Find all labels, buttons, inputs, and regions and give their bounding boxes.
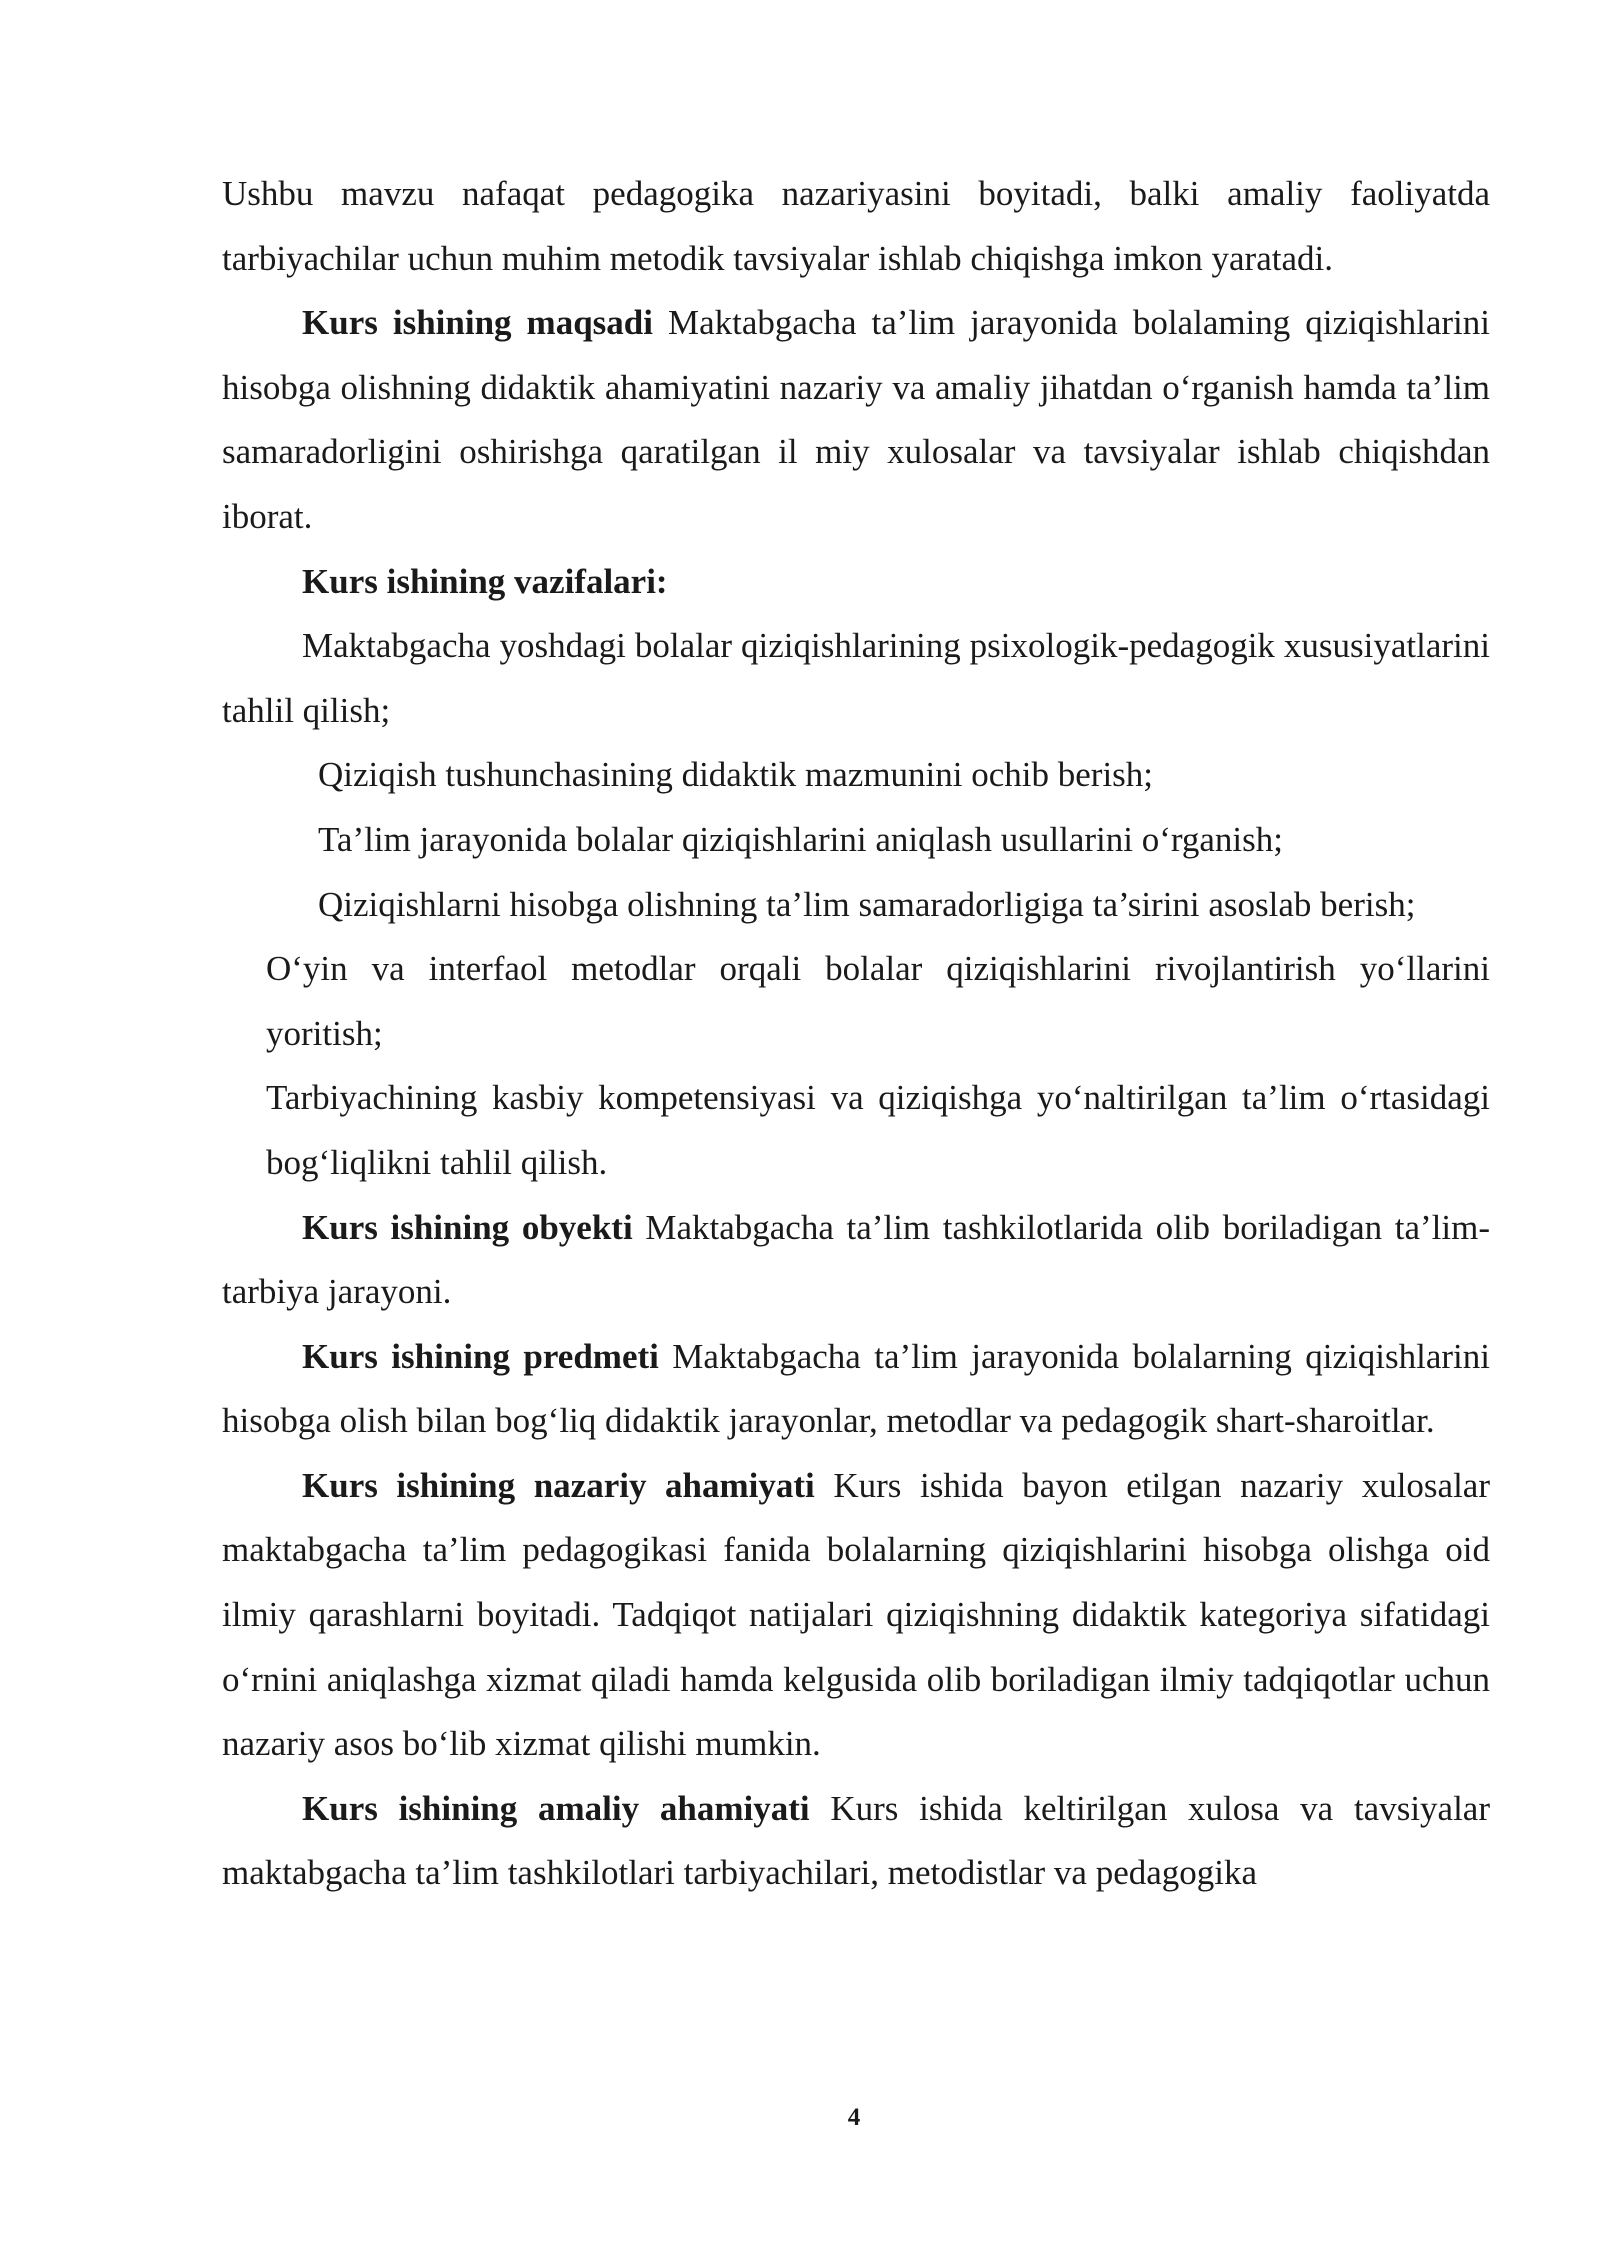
subject-paragraph <box>222 1325 1490 1454</box>
theoretical-significance-text: Kurs ishida bayon etilgan nazariy xulosalar maktabgacha ta’lim pedagogikasi fanida bolalarning qiziqishlarini hisobga olishga oid ilmiy qarashlarni boyitadi. Tadqiqot natijalari qiziqishning didaktik kategoriya sifatidagi o‘rnini aniqlashga xizmat qiladi hamda kelgusida olib boriladigan ilmiy tadqiqotlar uchun nazariy asos bo‘lib xizmat qilishi mumkin. <box>222 1465 1490 1764</box>
theoretical-significance-label: Kurs ishining nazariy ahamiyati <box>302 1465 815 1505</box>
subject-label: Kurs ishining predmeti <box>302 1336 659 1376</box>
object-text: Maktabgacha ta’lim tashkilotlarida olib boriladigan ta’lim-tarbiya jarayoni. <box>222 1207 1490 1312</box>
tasks-heading: Kurs ishining vazifalari: <box>302 561 668 601</box>
task-item-4: Qiziqishlarni hisobga olishning ta’lim samaradorligiga ta’sirini asoslab berish; <box>318 884 1416 924</box>
task-item-1: Maktabgacha yoshdagi bolalar qiziqishlarining psixologik-pedagogik xususiyatlarini tahlil qilish; <box>222 626 1490 730</box>
practical-significance-paragraph <box>222 1777 1490 1906</box>
aim-label: Kurs ishining maqsadi <box>302 303 653 343</box>
aim-paragraph <box>222 291 1490 549</box>
task-item-3: Ta’lim jarayonida bolalar qiziqishlarini aniqlash usullarini o‘rganish; <box>318 819 1283 859</box>
object-label: Kurs ishining obyekti <box>302 1207 633 1247</box>
document-page <box>222 162 1490 1906</box>
practical-significance-text: Kurs ishida keltirilgan xulosa va tavsiyalar maktabgacha ta’lim tashkilotlari tarbiyachilari, metodistlar va pedagogika <box>222 1788 1490 1893</box>
task-item-6: Tarbiyachining kasbiy kompetensiyasi va qiziqishga yo‘naltirilgan ta’lim o‘rtasidagi bog‘liqlikni tahlil qilish. <box>266 1078 1490 1182</box>
task-item-5: O‘yin va interfaol metodlar orqali bolalar qiziqishlarini rivojlantirish yo‘llarini yoritish; <box>266 949 1490 1053</box>
object-paragraph <box>222 1196 1490 1325</box>
aim-text: Maktabgacha ta’lim jarayonida bolalaming qiziqishlarini hisobga olishning didaktik ahamiyatini nazariy va amaliy jihatdan o‘rganish hamda ta’lim samaradorligini oshirishga qaratilgan il miy xulosalar va tavsiyalar ishlab chiqishdan iborat. <box>222 303 1490 536</box>
subject-text: Maktabgacha ta’lim jarayonida bolalarning qiziqishlarini hisobga olish bilan bog‘liq didaktik jarayonlar, metodlar va pedagogik shart-sharoitlar. <box>222 1336 1490 1441</box>
intro-paragraph: Ushbu mavzu nafaqat pedagogika nazariyasini boyitadi, balki amaliy faoliyatda tarbiyachilar uchun muhim metodik tavsiyalar ishlab chiqishga imkon yaratadi. <box>222 174 1490 278</box>
page-number: 4 <box>847 2104 861 2131</box>
task-item-2: Qiziqish tushunchasining didaktik mazmunini ochib berish; <box>318 755 1154 795</box>
practical-significance-label: Kurs ishining amaliy ahamiyati <box>302 1788 810 1828</box>
theoretical-significance-paragraph <box>222 1454 1490 1777</box>
